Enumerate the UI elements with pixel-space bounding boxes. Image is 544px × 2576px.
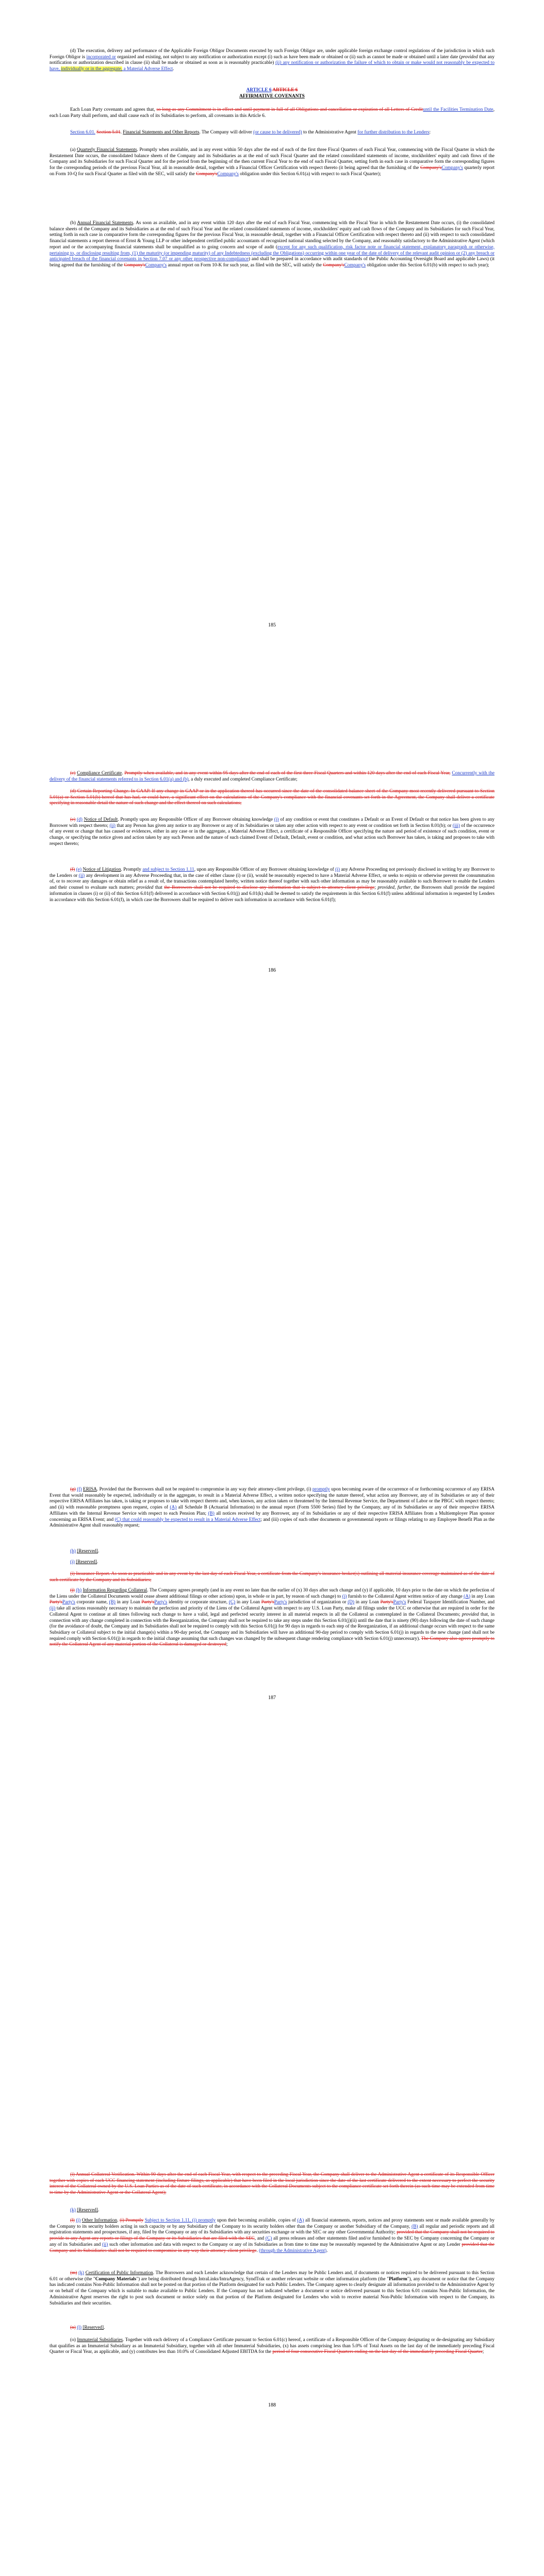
page-number: 188 [268, 2402, 276, 2408]
section-6-01-k-reserved: (k) [Reserved]. [70, 2208, 100, 2213]
section-6-01-l-other-information: (l) (j) Other Information. (i) Promptly Subject to Section 1.11, (i) promptly upon their becoming available, copies of (A) all financial statements, reports, notices and proxy statements sent or made available generally by the Company to its security holders acting in such capacity or by any Subsidiary of the Company to its security holders other than the Company or another Subsidiary of the Company, (B) all regular and periodic reports and all registration statements and prospectuses, if any, filed by the Company or any of its Subsidiaries with any securities exchange or with the SEC or any other Governmental Authority; provided that the Company shall not be required to provide to any Agent any reports or filings of the Company or its Subsidiaries that are filed with the SEC, and (C) all press releases and other statements filed and/or furnished to the SEC by Company concerning the Company or any of its Subsidiaries and (ii) such other information and data with respect to the Company or any of its Subsidiaries as from time to time may be reasonably requested by the Administrative Agent or any Lender provided that the Company and its Subsidiaries shall not be required to compromise in any way their attorney-client privilege. (through the Administrative Agent). [50, 2218, 494, 2253]
section-annual-collateral-verification-deleted: (i) Annual Collateral Verification. Within 90 days after the end of each Fiscal Year, with respect to the preceding Fiscal Year, the Company shall deliver to the Administrative Agent a certificate of its Responsible Officer together with copies of each UCC financing statement (including fixture filings, as applicable) that have been filed in the local jurisdiction since the date of the last certificate delivered to the extent necessary to perfect the security interest of the Collateral owned by the U.S. Loan Parties as of the date of such certificate, in accordance with the Collateral Documents subject to the compliance certificate set forth therein (as such time may be extended from time to time by the Administrative Agent or the Collateral Agent); [50, 2172, 494, 2196]
affirmative-covenants-intro: Each Loan Party covenants and agrees that, so long as any Commitment is in effect and until payment in full of all Obligations and cancellation or expiration of all Letters of Credituntil the Facilities Termination Date, each Loan Party shall perform, and shall cause each of its Subsidiaries to perform, all covenants in this Article 6. [50, 107, 495, 118]
section-6-01-o-immaterial-subsidiaries: (o) Immaterial Subsidiaries. Together with each delivery of a Compliance Certificate pursuant to Section 6.01(c) hereof, a certificate of a Responsible Officer of the Company designating or de-designating any Subsidiary that qualifies as an Immaterial Subsidiary as an Immaterial Subsidiary, together with all other Immaterial Subsidiaries, (x) has assets comprising less than 5.0% of Total Assets on the last day of the immediately preceding Fiscal Quarter or Fiscal Year, as applicable, and (y) contributes less than 10.0% of Consolidated Adjusted EBITDA for the period of four consecutive Fiscal Quarters ending on the last day of the immediately preceding Fiscal Quarter; [50, 2337, 494, 2355]
page-number: 186 [268, 968, 276, 973]
section-6-01-e-notice-of-default: (e) (d) Notice of Default. Promptly upon any Responsible Officer of any Borrower obtaining knowledge (i) of any condition or event that constitutes a Default or an Event of Default or that notice has been given to any Borrower with respect thereto; (ii) that any Person has given any notice to any Borrower or any of its Subsidiaries or taken any other action with respect to any event or condition set forth in Section 8.01(b); or (iii) of the occurrence of any event or change that has caused or evidences, either in any case or in the aggregate, a Material Adverse Effect, a certificate of a Responsible Officer specifying the nature and period of existence of such condition, event or change, or specifying the notice given and action taken by any such Person and the nature of such claimed Event of Default, Default, event or condition, and what action such Borrower has taken, is taking and proposes to take with respect thereto; [50, 817, 495, 846]
page-number: 185 [268, 622, 276, 628]
section-6-01-m-public-information: (m) (k) Certification of Public Information. The Borrowers and each Lender acknowledge that certain of the Lenders may be Public Lenders and, if documents or notices required to be delivered pursuant to this Section 6.01 or otherwise (the "Company Materials") are being distributed through IntraLinks/IntraAgency, SyndTrak or another relevant website or other information platform (the "Platform"), any document or notice that the Company has indicated contains Non-Public Information shall not be posted on that portion of the Platform designated for such Public Lenders. The Company agrees to clearly designate all information provided to the Administrative Agent by or on behalf of the Company which is suitable to make available to Public Lenders. If the Company has not indicated whether a document or notice delivered pursuant to this Section 6.01 contains Non-Public Information, the Administrative Agent reserves the right to post such document or notice solely on that portion of the Platform designated for Lenders who wish to receive material Non-Public Information with respect to the Company, its Subsidiaries and their securities. [50, 2270, 495, 2306]
section-6-01-heading: Section 6.01. Section 5.01. Financial Statements and Other Reports. The Company will deliver (or cause to be delivered) to the Administrative Agent for further distribution to the Lenders: [70, 130, 431, 135]
article-heading: ARTICLE 6 ARTICLE 6 AFFIRMATIVE COVENANTS [239, 88, 305, 99]
section-6-01-d-reporting-change-deleted: (d) Certain Reporting Change. In GAAP. If any change in GAAP or in the application thereof has occurred since the date of the consolidated balance sheet of the Company most recently delivered pursuant to Section 5.01(a) or Section 5.01(b) hereof that has had, or could have, a significant effect on the calculations of the Company's compliance with the financial covenants set forth in the Agreement, the Company shall deliver a certificate specifying in reasonable detail the nature of such change and the effect thereof on such calculations; [50, 789, 494, 806]
page-188 [0, 2110, 544, 2576]
section-6-01-i-reserved: (i) [Reserved]. [70, 1560, 98, 1565]
section-insurance-report-deleted: (i) Insurance Report. As soon as practicable and in any event by the last day of each Fiscal Year, a certificate from the Company's insurance broker(s) outlining all material insurance coverage maintained as of the date of such certificate by the Company and its Subsidiaries; [50, 1571, 494, 1583]
section-6-01-n-reserved: (n) (l) [Reserved]. [70, 2325, 105, 2330]
page-187 [0, 1406, 544, 2110]
section-6-01-a-quarterly: (a) Quarterly Financial Statements. Promptly when available, and in any event within 50 days after the end of each of the first three Fiscal Quarters of each Fiscal Year, commencing with the Fiscal Quarter in which the Restatement Date occurs, the consolidated balance sheets of the Company and its Subsidiaries as at the end of such Fiscal Quarter and the related consolidated statements of income, stockholders' equity and cash flows of the Company and its Subsidiaries for such Fiscal Quarter and for the period from the beginning of the then current Fiscal Year to the end of such Fiscal Quarter, setting forth in each case in comparative form the corresponding figures for the corresponding periods of the previous Fiscal Year, all in reasonable detail, together with a Financial Officer Certification with respect thereto (it being agreed that the furnishing of the Company'sCompany's quarterly report on Form 10-Q for such Fiscal Quarter as filed with the SEC, will satisfy the Company'sCompany's obligation under this Section 6.01(a) with respect to such Fiscal Quarter); [50, 147, 495, 177]
section-6-01-b-annual: (b) Annual Financial Statements. As soon as available, and in any event within 120 days after the end of each Fiscal Year, commencing with the Fiscal Year in which the Restatement Date occurs, (i) the consolidated balance sheets of the Company and its Subsidiaries as at the end of such Fiscal Year and the related consolidated statements of income, stockholders' equity and cash flows of the Company and its Subsidiaries for such Fiscal Year, setting forth in each case in comparative form the corresponding figures for the previous Fiscal Year, in reasonable detail, together with a Financial Officer Certification with respect thereto and (ii) with respect to such consolidated financial statements a report thereon of Ernst & Young LLP or other independent certified public accountants of recognized national standing selected by the Company, and reasonably satisfactory to the Administrative Agent (which report and or the accompanying financial statements shall be unqualified as to going concern and scope of audit (except for any such qualification, risk factor note or financial statement, explanatory paragraph or otherwise, pertaining to, or disclosing resulting from, (1) the maturity (or impending maturity) of any Indebtedness (excluding the Obligations) occurring within one year of the date of delivery of the relevant audit opinion or (2) any breach or anticipated breach of the financial covenants in Section 7.07 or any other prospective non-compliance) and shall be prepared in accordance with audit standards of the Public Accounting Oversight Board and applicable Laws) (it being agreed that the furnishing of the Company'sCompany's annual report on Form 10-K for such year, as filed with the SEC, will satisfy the Company'sCompany's obligation under this Section 6.01(b) with respect to such year); [50, 221, 494, 268]
section-6-01-f-notice-of-litigation: (f) (e) Notice of Litigation. Promptly and subject to Section 1.11, upon any Responsible Officer of any Borrower obtaining knowledge of (i) any Adverse Proceeding not previously disclosed in writing by any Borrower to the Lenders or (ii) any development in any Adverse Proceeding that, in the case of either clause (i) or (ii), would be reasonably expected to have a Material Adverse Effect, or seeks to enjoin or otherwise prevent the consummation of, or to recover any damages or obtain relief as a result of, the transactions contemplated hereby, written notice thereof together with such other information as may be reasonably available to such Borrower to enable the Lenders and their counsel to evaluate such matters; provided that the Borrowers shall not be required to disclose any information that is subject to attorney-client privilege; provided, further, the Borrowers shall provide the required information in clauses (i) or (ii) of this Section 6.01(f) delivered in accordance with Section 6.01(j) and 6.01(k) shall be deemed to satisfy the requirements in this Section 6.01(f) unless additional information is requested by Lenders in accordance with this Section 6.01(f), in which case the Borrowers shall be required to deliver such information in accordance with Section 6.01(f); [50, 867, 495, 903]
section-5-d-foreign-obligor: (d) The execution, delivery and performance of the Applicable Foreign Obligor Documents executed by such Foreign Obligor are, under applicable foreign exchange control regulations of the jurisdiction in which such Foreign Obligor is incorporated or organized and existing, not subject to any notification or authorization except (i) such as have been made or obtained or (ii) such as cannot be made or obtained until a later date (provided that any notification or authorization described in clause (ii) shall be made or obtained as soon as is reasonably practicable) (ii) any notification or authorization the failure of which to obtain or make would not reasonably be expected to have, individually or in the aggregate, a Material Adverse Effect. [50, 48, 494, 72]
page-number: 187 [268, 1695, 276, 1701]
section-6-01-c-compliance-certificate: (c) Compliance Certificate. Promptly when available, and in any event within 95 days after the end of each of the first three Fiscal Quarters and within 120 days after the end of each Fiscal Year, Concurrently with the delivery of the financial statements referred to in Section 6.01(a) and (b), a duly executed and completed Compliance Certificate; [50, 771, 494, 782]
section-6-01-h-reserved: (h) [Reserved]. [70, 1549, 100, 1554]
page-186 [0, 703, 544, 1406]
section-6-01-g-erisa: (g) (f) ERISA. Provided that the Borrowers shall not be required to compromise in any way their attorney-client privilege, (i) promptly upon becoming aware of the occurrence of or forthcoming occurrence of any ERISA Event that would reasonably be expected, individually or in the aggregate, to result in a Material Adverse Effect, a written notice specifying the nature thereof, what action any Borrower, any of its Subsidiaries or any of their respective ERISA Affiliates has taken, is taking or proposes to take with respect thereto and, when known, any action taken or threatened by the Internal Revenue Service, the Department of Labor or the PBGC with respect thereto; and (ii) with reasonable promptness upon request, copies of (A) all Schedule B (Actuarial Information) to the annual report (Form 5500 Series) filed by the Company, any of its Subsidiaries or any of their respective ERISA Affiliates with the Internal Revenue Service with respect to each Pension Plan; (B) all notices received by any Borrower, any of its Subsidiaries or any of their respective ERISA Affiliates from a Multiemployer Plan sponsor concerning an ERISA Event; and (C) that could reasonably be expected to result in a Material Adverse Effect; and (iii) copies of such other documents or governmental reports or filings relating to any Employee Benefit Plan as the Administrative Agent shall reasonably request; [50, 1487, 495, 1529]
section-6-01-j-collateral-information: (j) (h) Information Regarding Collateral. The Company agrees promptly (and in any event no later than the earlier of (x) 30 days after such change and (y) if applicable, 10 days prior to the date on which the perfection of the Liens under the Collateral Documents would cease absent additional filings or other actions) upon, in whole or in part, by reason of such change) to (i) furnish to the Collateral Agent written notice of any change (A) in any Loan Party'sParty's corporate name, (B) in any Loan Party'sParty's identity or corporate structure, (C) in any Loan Party'sParty's jurisdiction of organization or (D) in any Loan Party'sParty's Federal Taxpayer Identification Number, and (ii) take all actions reasonably necessary to maintain the perfection and priority of the Liens of the Collateral Agent with respect to any U.S. Loan Party, make all filings under the UCC or otherwise that are required in order for the Collateral Agent to continue at all times following such change to have a valid, legal and perfected security interest in all material respects in all the Collateral as contemplated in the Collateral Documents; provided that, in connection with any change completed in connection with the Reorganization, the Company shall not be required to take any steps under this Section 6.01(j)(ii) until the date that is ninety (90) days following the date of such change (for the avoidance of doubt, the Company and its Subsidiaries shall not be required to comply with this Section 6.01(j) for 90 days in regards to each step of the Reorganization, if an additional change occurs with respect to the same Subsidiary or Collateral subject to the initial change(s) within a 90-day period, the Company and its Subsidiaries will have an additional 90-day period to comply with Section 6.01(j) in regards to the new change (and shall not be required comply with Section 6.01(j) in regards to the initial change assuming that such changes was changed by the subsequent change rendering compliance with Section 6.01(j) unnecessary). The Company also agrees promptly to notify the Collateral Agent of any material portion of the Collateral is damaged or destroyed; [50, 1588, 495, 1648]
page-185 [0, 0, 544, 703]
